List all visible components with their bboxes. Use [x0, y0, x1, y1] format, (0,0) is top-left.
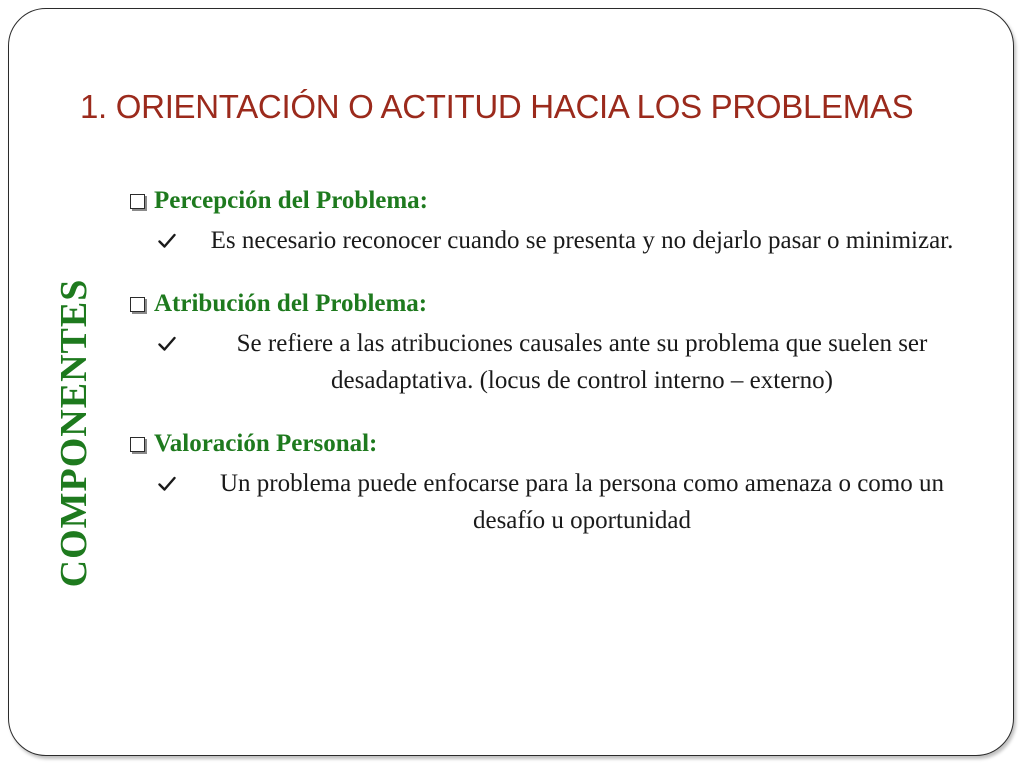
checkmark-icon	[158, 465, 180, 502]
components-side-label: COMPONENTES	[53, 278, 95, 588]
square-bullet-icon	[130, 194, 145, 209]
section-point-text: Un problema puede enfocarse para la persona como amenaza o como un desafío u oportunidad	[220, 470, 944, 534]
checkmark-icon	[158, 325, 180, 362]
section-heading-label: Atribución del Problema:	[154, 290, 428, 317]
section-heading-label: Percepción del Problema:	[154, 187, 429, 214]
section-heading	[128, 425, 988, 463]
section-point	[158, 465, 988, 539]
section-point	[158, 222, 988, 259]
slide-title: 1. ORIENTACIÓN O ACTITUD HACIA LOS PROBLEMAS	[80, 88, 914, 125]
section-heading-label: Valoración Personal:	[154, 430, 378, 457]
checkmark-icon	[158, 222, 180, 259]
square-bullet-icon	[130, 297, 145, 312]
section-percepcion	[128, 182, 988, 259]
section-heading	[128, 285, 988, 323]
section-point	[158, 325, 988, 399]
section-heading	[128, 182, 988, 220]
section-point-text: Se refiere a las atribuciones causales ante su problema que suelen ser desadaptativa. (locus de control interno – externo)	[236, 330, 928, 394]
section-atribucion	[128, 285, 988, 399]
section-point-text: Es necesario reconocer cuando se presenta y no dejarlo pasar o minimizar.	[210, 227, 954, 254]
square-bullet-icon	[130, 437, 145, 452]
slide-content	[128, 182, 988, 565]
section-valoracion	[128, 425, 988, 539]
